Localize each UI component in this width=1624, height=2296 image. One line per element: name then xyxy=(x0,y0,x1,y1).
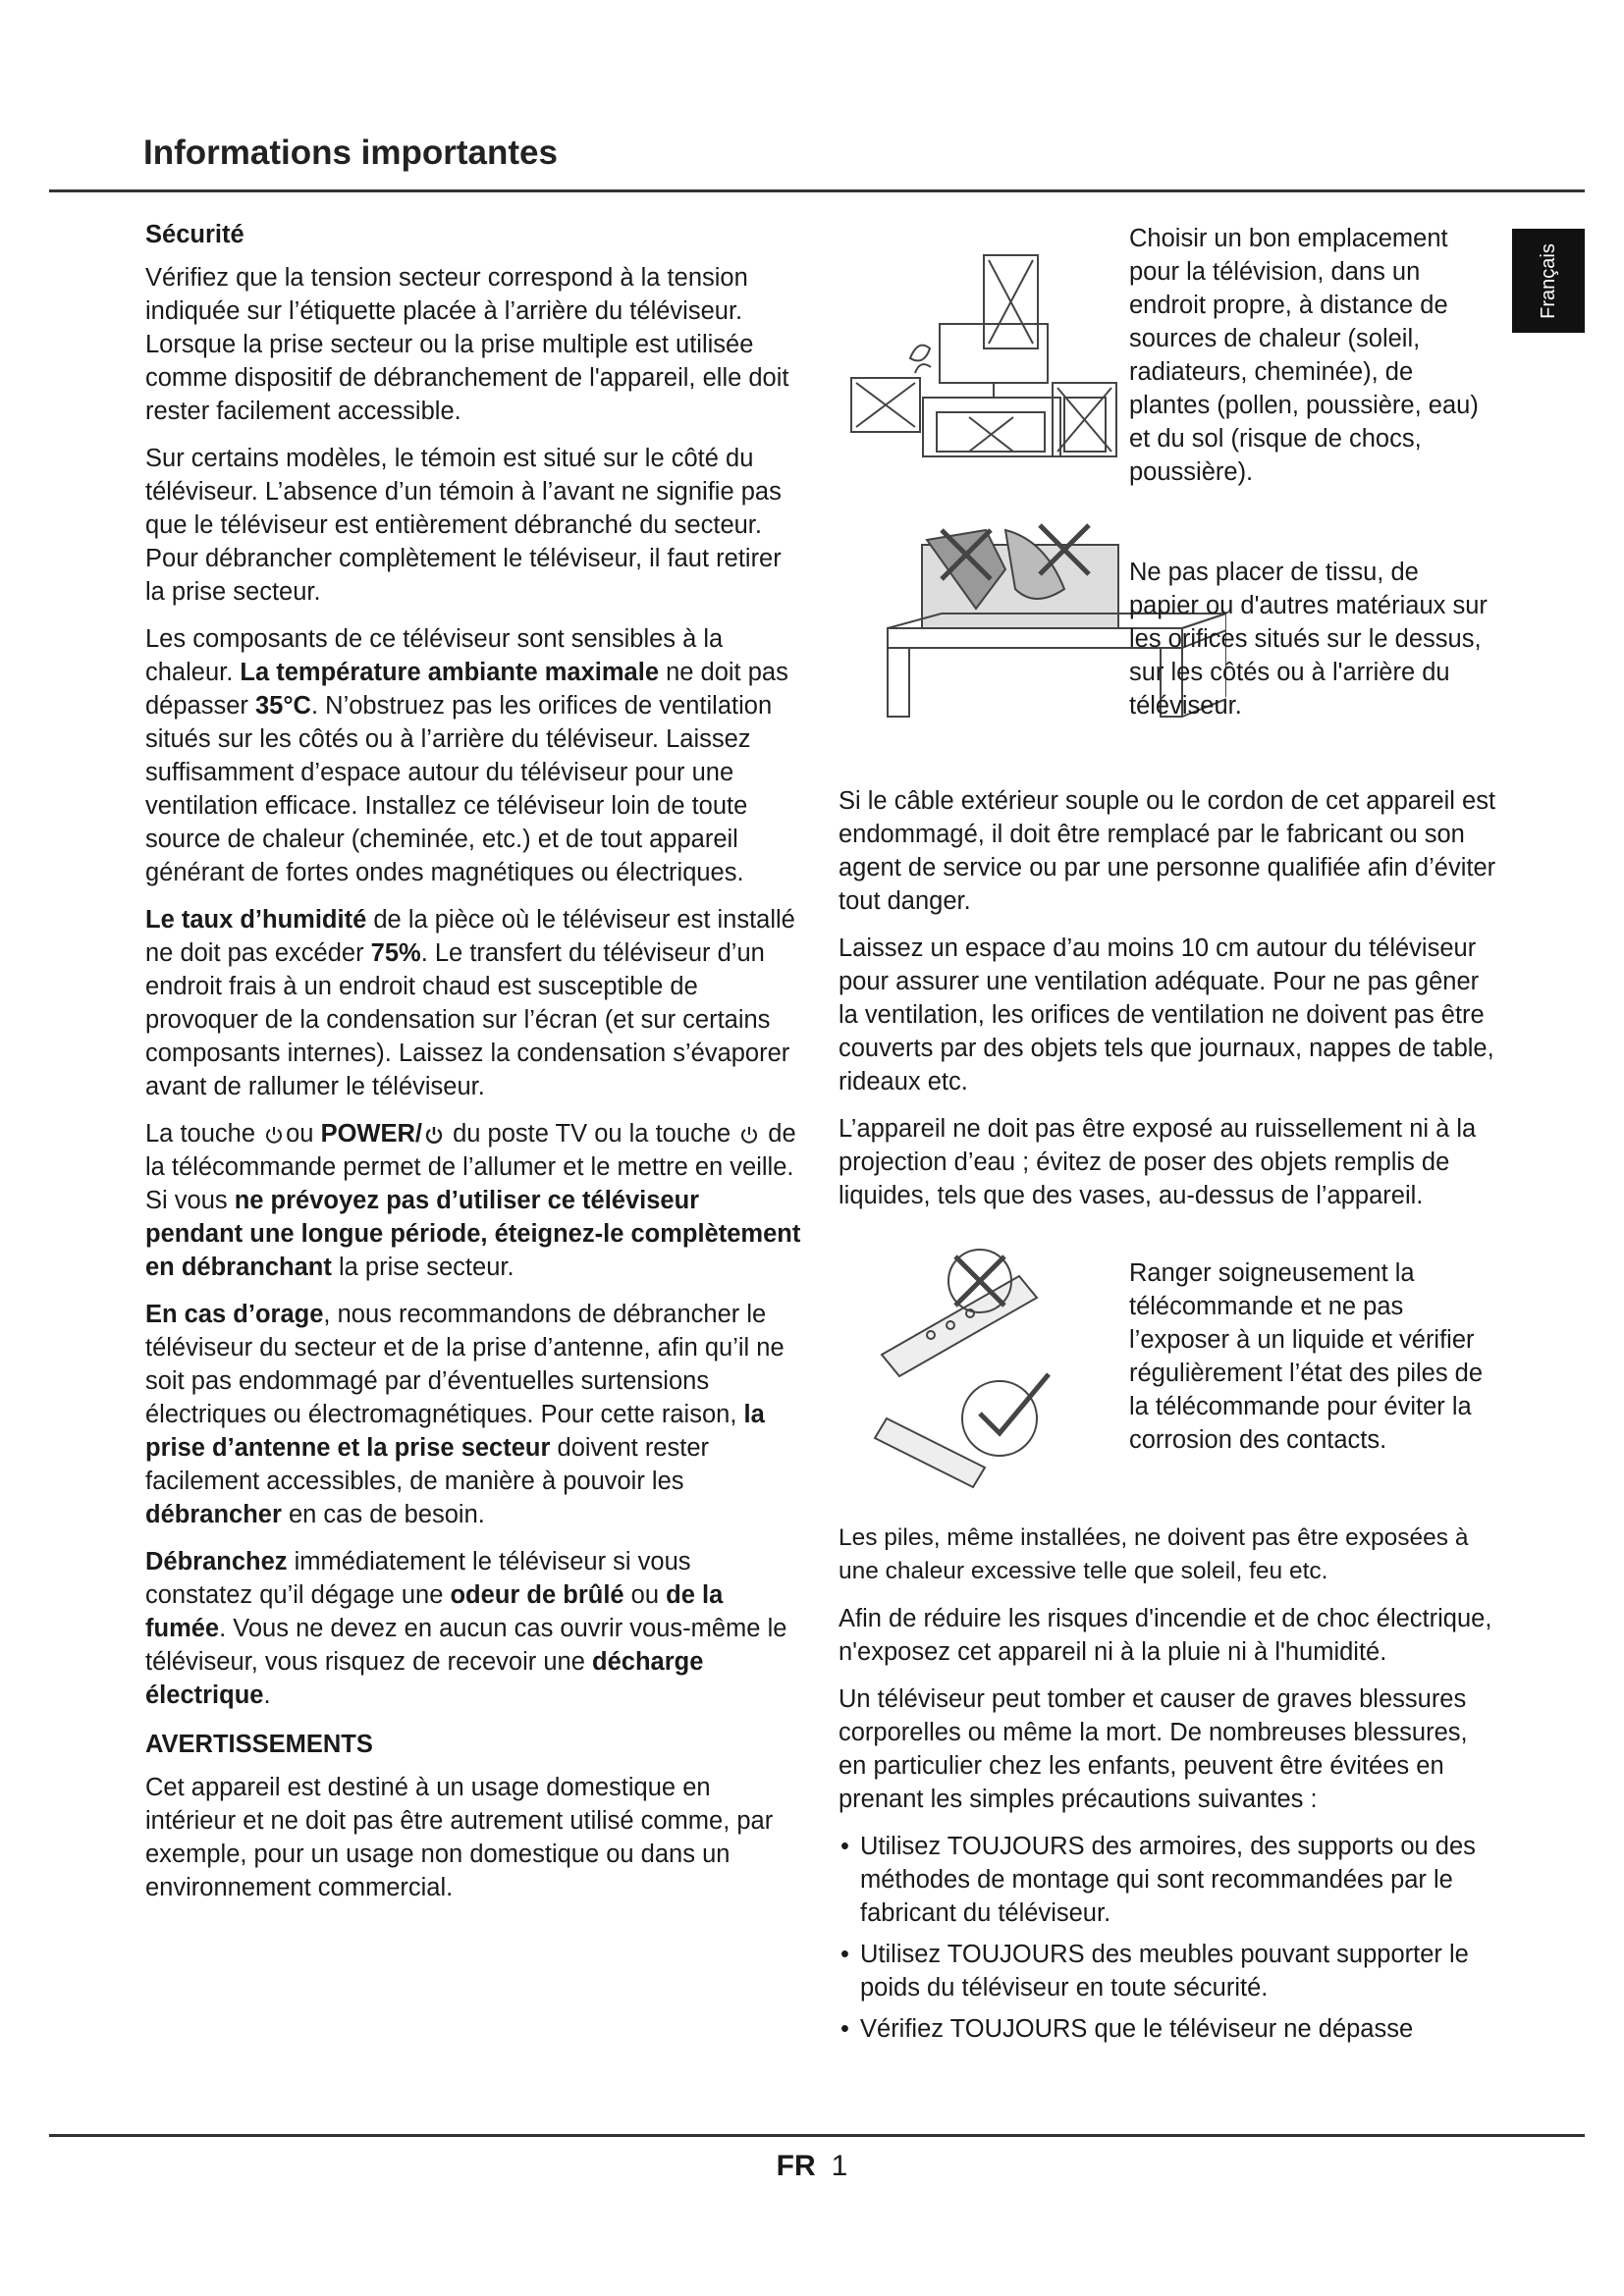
language-tab xyxy=(1512,229,1585,333)
vent-caption: Ne pas placer de tissu, de papier ou d'autres matériaux sur les orifices situés sur le dessus, sur les côtés ou à l'arrière du téléviseur. xyxy=(1129,559,1488,720)
paragraph-tension: Vérifiez que la tension secteur correspond à la tension indiquée sur l’étiquette placée à l’arrière du téléviseur. Lorsque la prise secteur ou la prise multiple est utilisée comme dispositif de débranchement de l'appareil, elle doit rester facilement accessible. xyxy=(145,264,789,425)
right-column-bottom xyxy=(839,1522,1496,2054)
paragraph-usage-domestique: Cet appareil est destiné à un usage domestique en intérieur et ne doit pas être autrement utilisé comme, par exemple, pour un usage non domestique ou dans un environnement commercial. xyxy=(145,1774,774,1901)
paragraph-incendie: Afin de réduire les risques d'incendie et de choc électrique, n'exposez cet appareil ni à la pluie ni à l'humidité. xyxy=(839,1605,1492,1666)
right-column-top xyxy=(839,784,1496,1226)
language-tab-label: Français xyxy=(1537,242,1559,319)
tv-placement-illustration xyxy=(846,250,1121,461)
paragraph-touche-power: La touche ou POWER/ du poste TV ou la touche de la télécommande permet de l’allumer et le mettre en veille. Si vous ne prévoyez pas d’utiliser ce téléviseur pendant une longue période, éteignez-le complètement en débranchant la prise secteur. xyxy=(145,1120,801,1281)
paragraph-orage: En cas d’orage, nous recommandons de débrancher le téléviseur du secteur et de la prise d’antenne, afin qu’il ne soit pas endommagé par d’éventuelles surtensions électriques ou électromagnétiques. Pour cette raison, la prise d’antenne et la prise secteur doivent rester facilement accessibles, de manière à pouvoir les débrancher en cas de besoin. xyxy=(145,1301,785,1528)
power-icon xyxy=(424,1125,444,1145)
power-icon xyxy=(739,1125,759,1145)
precautions-list xyxy=(839,1830,1496,2046)
list-item: • Utilisez TOUJOURS des armoires, des supports ou des méthodes de montage qui sont recommandées par le fabricant du téléviseur. xyxy=(839,1830,1496,1930)
page-number: 1 xyxy=(831,2150,848,2182)
paragraph-chute: Un téléviseur peut tomber et causer de graves blessures corporelles ou même la mort. De nombreuses blessures, en particulier chez les enfants, peuvent être évitées en prenant les simples précautions suivantes : xyxy=(839,1685,1468,1813)
securite-heading: Sécurité xyxy=(145,221,244,248)
paragraph-ruissellement: L’appareil ne doit pas être exposé au ruissellement ni à la projection d’eau ; évitez de poser des objets remplis de liquides, tels que des vases, au-dessus de l’appareil. xyxy=(839,1115,1477,1209)
list-item: • Vérifiez TOUJOURS que le téléviseur ne dépasse xyxy=(839,2012,1496,2046)
paragraph-humidite: Le taux d’humidité de la pièce où le téléviseur est installé ne doit pas excéder 75%. Le transfert du téléviseur d’un endroit frais à un endroit chaud est susceptible de provoquer de la condensation sur l’écran (et sur certains composants internes). Laissez la condensation s’évaporer avant de rallumer le téléviseur. xyxy=(145,906,795,1100)
footer-lang: FR xyxy=(776,2150,816,2182)
paragraph-piles: Les piles, même installées, ne doivent pas être exposées à une chaleur excessive telle que soleil, feu etc. xyxy=(839,1524,1469,1584)
remote-control-illustration xyxy=(862,1247,1098,1492)
paragraph-cable: Si le câble extérieur souple ou le cordon de cet appareil est endommagé, il doit être remplacé par le fabricant ou son agent de service ou par une personne qualifiée afin d’éviter tout danger. xyxy=(839,787,1496,915)
page-title: Informations importantes xyxy=(143,133,558,172)
power-icon xyxy=(264,1125,284,1145)
avertissements-heading: AVERTISSEMENTS xyxy=(145,1731,373,1758)
paragraph-debranchez: Débranchez immédiatement le téléviseur si vous constatez qu’il dégage une odeur de brûlé ou de la fumée. Vous ne devez en aucun cas ouvrir vous-même le téléviseur, vous risquez de recevoir une décharge électrique. xyxy=(145,1548,787,1709)
remote-caption: Ranger soigneusement la télécommande et ne pas l’exposer à un liquide et vérifier régulièrement l’état des piles de la télécommande pour éviter la corrosion des contacts. xyxy=(1129,1259,1484,1454)
left-column xyxy=(145,218,803,1918)
list-item: • Utilisez TOUJOURS des meubles pouvant supporter le poids du téléviseur en toute sécurité. xyxy=(839,1938,1496,2004)
footer-rule xyxy=(49,2134,1585,2137)
placement-caption: Choisir un bon emplacement pour la télévision, dans un endroit propre, à distance de sources de chaleur (soleil, radiateurs, cheminée), de plantes (pollen, poussière, eau) et du sol (risque de chocs, poussière). xyxy=(1129,225,1479,486)
page-footer xyxy=(0,2150,1624,2183)
paragraph-espace: Laissez un espace d’au moins 10 cm autour du téléviseur pour assurer une ventilation adéquate. Pour ne pas gêner la ventilation, les orifices de ventilation ne doivent pas être couverts par des objets tels que journaux, nappes de table, rideaux etc. xyxy=(839,934,1494,1095)
header-rule xyxy=(49,189,1585,192)
paragraph-chaleur: Les composants de ce téléviseur sont sensibles à la chaleur. La température ambiante maximale ne doit pas dépasser 35°C. N’obstruez pas les orifices de ventilation situés sur les côtés ou à l’arrière du téléviseur. Laissez suffisamment d’espace autour du téléviseur pour une ventilation efficace. Installez ce téléviseur loin de toute source de chaleur (cheminée, etc.) et de tout appareil générant de fortes ondes magnétiques ou électriques. xyxy=(145,625,788,886)
paragraph-temoin: Sur certains modèles, le témoin est situé sur le côté du téléviseur. L’absence d’un témoin à l’avant ne signifie pas que le téléviseur est entièrement débranché du secteur. Pour débrancher complètement le téléviseur, il faut retirer la prise secteur. xyxy=(145,445,782,606)
